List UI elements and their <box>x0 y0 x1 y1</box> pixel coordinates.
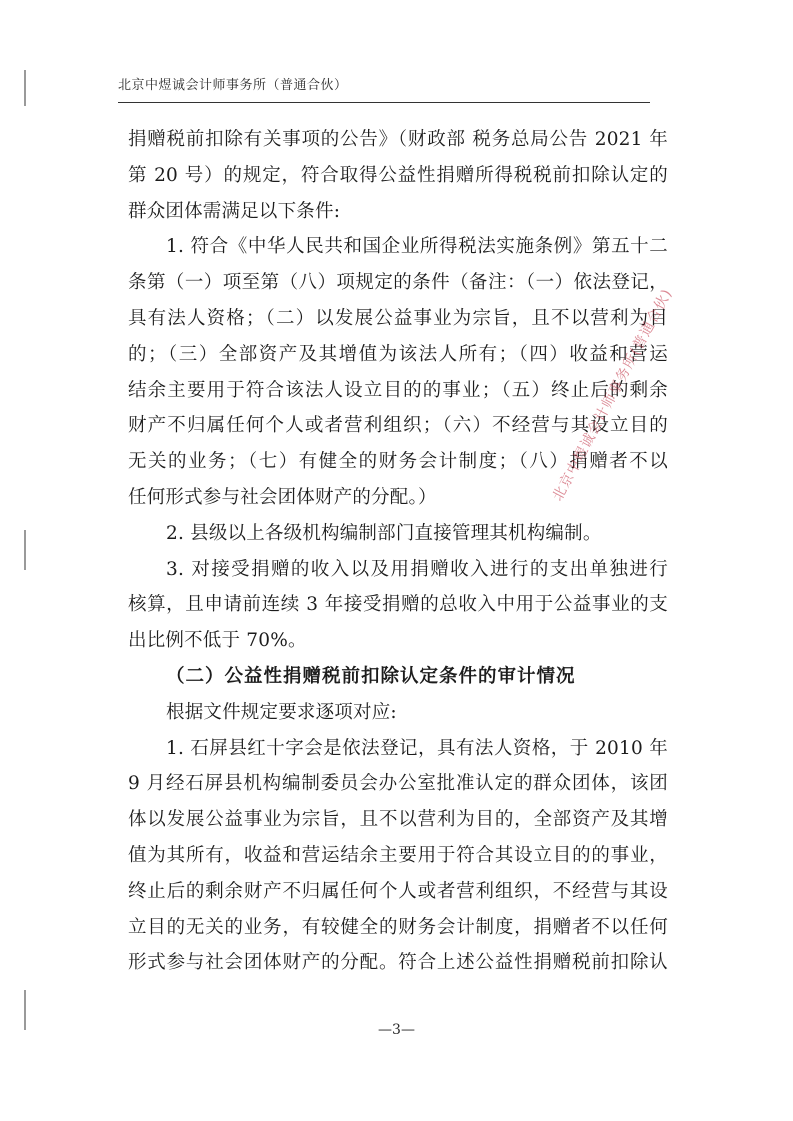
body-line: 值为其所有，收益和营运结余主要用于符合其设立目的的事业， <box>128 844 668 866</box>
body-line: 出比例不低于 70%。 <box>128 630 307 652</box>
body-line: 根据文件规定要求逐项对应: <box>166 701 397 723</box>
firm-header: 北京中煜诚会计师事务所（普通合伙） <box>118 78 348 93</box>
body-line: 任何形式参与社会团体财产的分配。） <box>128 486 437 508</box>
body-line: 结余主要用于符合该法人设立目的的事业；（五）终止后的剩余 <box>128 379 668 401</box>
header-rule <box>118 102 650 103</box>
body-line: 3. 对接受捐赠的收入以及用捐赠收入进行的支出单独进行 <box>166 558 668 580</box>
body-line: 无关的业务；（七）有健全的财务会计制度；（八）捐赠者不以 <box>128 451 668 473</box>
body-line: 9 月经石屏县机构编制委员会办公室批准认定的群众团体，该团 <box>128 773 668 795</box>
body-line: 1. 符合《中华人民共和国企业所得税法实施条例》第五十二 <box>166 236 668 258</box>
stamp-text: 北京中煜诚会计师事务所(普通合伙) <box>549 286 676 504</box>
body-line: 第 20 号）的规定，符合取得公益性捐赠所得税税前扣除认定的 <box>128 164 668 186</box>
body-line: 条第（一）项至第（八）项规定的条件（备注：（一）依法登记， <box>128 272 668 294</box>
body-line: 终止后的剩余财产不归属任何个人或者营利组织，不经营与其设 <box>128 880 668 902</box>
body-line: 形式参与社会团体财产的分配。符合上述公益性捐赠税前扣除认 <box>128 952 668 974</box>
body-line: 财产不归属任何个人或者营利组织；（六）不经营与其设立目的 <box>128 415 668 437</box>
body-line: 2. 县级以上各级机构编制部门直接管理其机构编制。 <box>166 522 602 544</box>
body-line: 体以发展公益事业为宗旨，且不以营利为目的，全部资产及其增 <box>128 809 668 831</box>
body-line: 群众团体需满足以下条件: <box>128 200 341 222</box>
document-body <box>128 122 676 981</box>
section-heading: （二）公益性捐赠税前扣除认定条件的审计情况 <box>166 665 576 687</box>
binding-mark-middle <box>24 530 26 570</box>
body-line: 的；（三）全部资产及其增值为该法人所有；（四）收益和营运 <box>128 343 668 365</box>
binding-mark-top <box>24 70 26 106</box>
body-line: 捐赠税前扣除有关事项的公告》（财政部 税务总局公告 2021 年 <box>128 129 668 150</box>
body-line: 1. 石屏县红十字会是依法登记，具有法人资格，于 2010 年 <box>166 737 668 759</box>
page-number: —3— <box>378 1022 415 1038</box>
body-line: 立目的无关的业务，有较健全的财务会计制度，捐赠者不以任何 <box>128 916 668 938</box>
body-line: 具有法人资格；（二）以发展公益事业为宗旨，且不以营利为目 <box>128 307 668 329</box>
body-line: 核算，且申请前连续 3 年接受捐赠的总收入中用于公益事业的支 <box>128 594 668 616</box>
